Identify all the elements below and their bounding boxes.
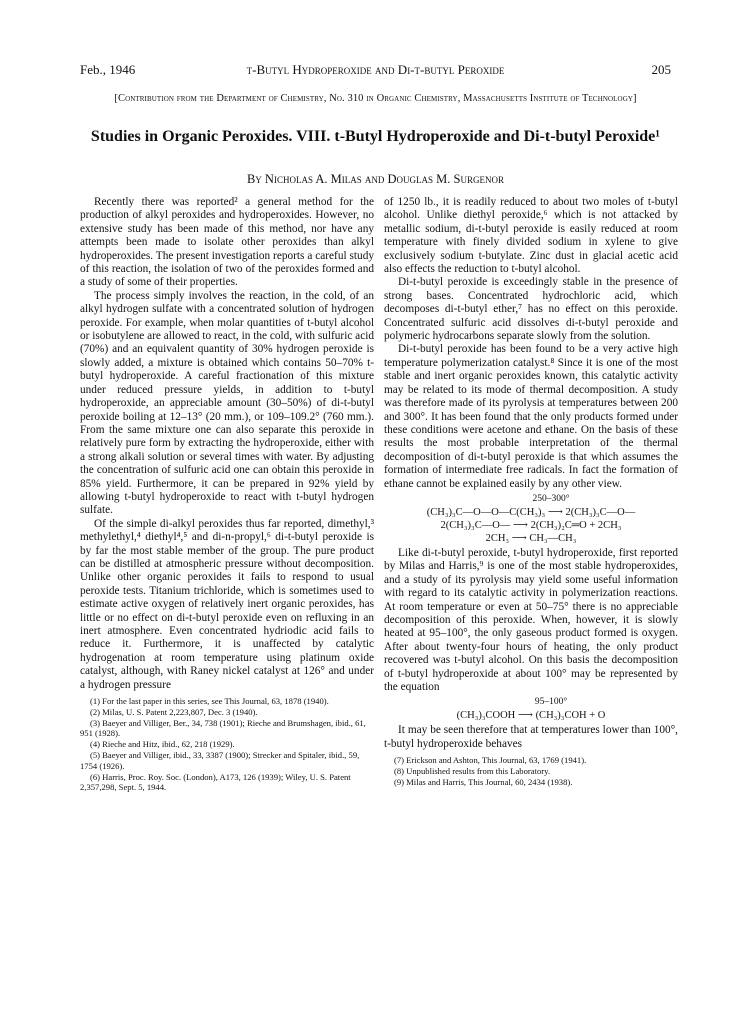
footnotes-left bbox=[80, 696, 374, 793]
footnote: (4) Rieche and Hitz, ibid., 62, 218 (1929). bbox=[90, 739, 235, 750]
footnotes-right bbox=[384, 755, 678, 787]
contribution-note: [Contribution from the Department of Chemistry, No. 310 in Organic Chemistry, Massachusetts Institute of Technology] bbox=[114, 93, 637, 104]
running-header bbox=[80, 62, 671, 78]
footnote: (2) Milas, U. S. Patent 2,223,807, Dec. 3 (1940). bbox=[90, 706, 258, 717]
footnote: (8) Unpublished results from this Laboratory. bbox=[394, 766, 551, 777]
footnote: (1) For the last paper in this series, see This Journal, 63, 1878 (1940). bbox=[90, 696, 329, 707]
footnote: (5) Baeyer and Villiger, ibid., 33, 3387 (1900); Strecker and Spitaler, ibid., 59, 1754 (1926). bbox=[80, 750, 360, 771]
header-date: Feb., 1946 bbox=[80, 62, 136, 77]
equation-block-pyrolysis bbox=[384, 493, 678, 545]
paragraph: The process simply involves the reaction, in the cold, of an alkyl hydrogen sulfate with a concentrated solution of hydrogen peroxide. For example, when molar quantities of t-butyl alcohol or isobutylene are allowed to react, in the cold, with sulfuric acid (70%) and an equivalent quantity of 30% hydrogen peroxide is slowly added, a mixture is obtained which contains 50–70% t-butyl hydroperoxide. A careful fractionation of this mixture under reduced pressure yields, in addition to t-butyl hydroperoxide, an appreciable amount (30–50%) of di-t-butyl peroxide boiling at 12–13° (20 mm.), or 109–109.2° (760 mm.). From the same mixture one can also separate this peroxide in relatively pure form by extracting the hydroperoxide, either with a strong alkali solution or several times with water. By adjusting the concentration of sulfuric acid one can obtain this peroxide in 85% yield. Furthermore, it can be prepared in 92% yield by allowing t-butyl hydroperoxide to react with t-butyl hydrogen sulfate. bbox=[80, 289, 374, 517]
equation-condition: 250–300° bbox=[532, 493, 570, 504]
equation-line: 2(CH₃)₃C—O— ⟶ 2(CH₃)₂C═O + 2CH₃ bbox=[440, 519, 622, 531]
equation-block-hydroperoxide bbox=[384, 696, 678, 722]
paragraph: Of the simple di-alkyl peroxides thus far reported, dimethyl,³ methylethyl,⁴ diethyl⁴,⁵ and di-n-propyl,⁶ di-t-butyl peroxide is by far the most stable member of the group. The pure product can be distilled at atmospheric pressure without decomposition. Unlike other organic peroxides it fails to respond to usual peroxide tests. Titanium trichloride, which is sometimes used to estimate active oxygen of relatively inert organic peroxides, has little or no effect on di-t-butyl peroxide even on refluxing in an inert atmosphere. Even concentrated hydriodic acid fails to reduce it. Furthermore, it is unaffected by catalytic hydrogenation at room temperature using platinum oxide catalyst, although, with Raney nickel catalyst at 126° and under a hydrogen pressure bbox=[80, 517, 374, 691]
paragraph: Di-t-butyl peroxide has been found to be a very active high temperature polymerization catalyst.⁸ Since it is one of the most stable and inert organic peroxides known, this catalytic activity may be related to its mode of thermal decomposition. A study was therefore made of its pyrolysis at temperatures between 200 and 300°. It has been found that the only products formed under these conditions were acetone and ethane. On the basis of these results the most probable interpretation of the thermal decomposition of di-t-butyl peroxide is that which assumes the formation of intermediate free radicals. In fact the formation of ethane cannot be explained easily by any other view. bbox=[384, 343, 678, 490]
left-column bbox=[80, 196, 374, 793]
paragraph: Like di-t-butyl peroxide, t-butyl hydroperoxide, first reported by Milas and Harris,⁹ is one of the most stable hydroperoxides, and a study of its pyrolysis may yield some useful information with regard to its catalytic activity in polymerization reactions. At room temperature or even at 50–75° there is no appreciable decomposition of this peroxide. When, however, it is slowly heated at 95–100°, the only gaseous product formed is oxygen. After about twenty-four hours of heating, the only product recovered was t-butyl alcohol. On this basis the decomposition of t-butyl hydroperoxide at about 100° may be represented by the equation bbox=[384, 546, 678, 693]
paragraph: of 1250 lb., it is readily reduced to about two moles of t-butyl alcohol. Unlike diethyl peroxide,⁶ which is not attacked by metallic sodium, di-t-butyl peroxide is easily reduced at room temperature with finely divided sodium in xylene to give exclusively sodium t-butylate. Zinc dust in glacial acetic acid also effects the reduction to t-butyl alcohol. bbox=[384, 196, 678, 276]
footnote: (3) Baeyer and Villiger, Ber., 34, 738 (1901); Rieche and Brumshagen, ibid., 61, 951 (1928). bbox=[80, 717, 366, 739]
footnote: (7) Erickson and Ashton, This Journal, 63, 1769 (1941). bbox=[394, 755, 587, 766]
byline: By Nicholas A. Milas and Douglas M. Surgenor bbox=[246, 172, 505, 186]
header-running-title: t-Butyl Hydroperoxide and Di-t-butyl Peroxide bbox=[246, 62, 505, 77]
footnote: (6) Harris, Proc. Roy. Soc. (London), A173, 126 (1939); Wiley, U. S. Patent 2,357,298, Sept. 5, 1944. bbox=[80, 771, 351, 793]
equation-line: (CH₃)₃C—O—O—C(CH₃)₃ ⟶ 2(CH₃)₃C—O— bbox=[426, 506, 636, 518]
equation-condition: 95–100° bbox=[534, 697, 568, 708]
footnote: (9) Milas and Harris, This Journal, 60, 2434 (1938). bbox=[394, 776, 573, 787]
paragraph: It may be seen therefore that at temperatures lower than 100°, t-butyl hydroperoxide behaves bbox=[384, 724, 678, 750]
paragraph: Recently there was reported² a general method for the production of alkyl peroxides and hydroperoxides. However, no extensive study has been made of this method, nor have any attempts been made to isolate other peroxides than alkyl hydroperoxides. The present investigation reports a careful study of this reaction, the isolation of two of the peroxides formed and a study of some of their properties. bbox=[80, 196, 374, 289]
paragraph: Di-t-butyl peroxide is exceedingly stable in the presence of strong bases. Concentrated hydrochloric acid, which decomposes di-t-butyl ether,⁷ has no effect on this peroxide. Concentrated sulfuric acid dissolves di-t-butyl peroxide and polymeric hydrocarbons separate slowly from the solution. bbox=[384, 276, 678, 343]
right-column bbox=[384, 196, 678, 788]
header-page-number: 205 bbox=[651, 62, 671, 77]
article-title: Studies in Organic Peroxides. VIII. t-Butyl Hydroperoxide and Di-t-butyl Peroxide¹ bbox=[90, 128, 661, 145]
equation-line: (CH₃)₃COOH ⟶ (CH₃)₃COH + O bbox=[456, 710, 606, 722]
equation-line: 2CH₃ ⟶ CH₃—CH₃ bbox=[485, 532, 577, 544]
